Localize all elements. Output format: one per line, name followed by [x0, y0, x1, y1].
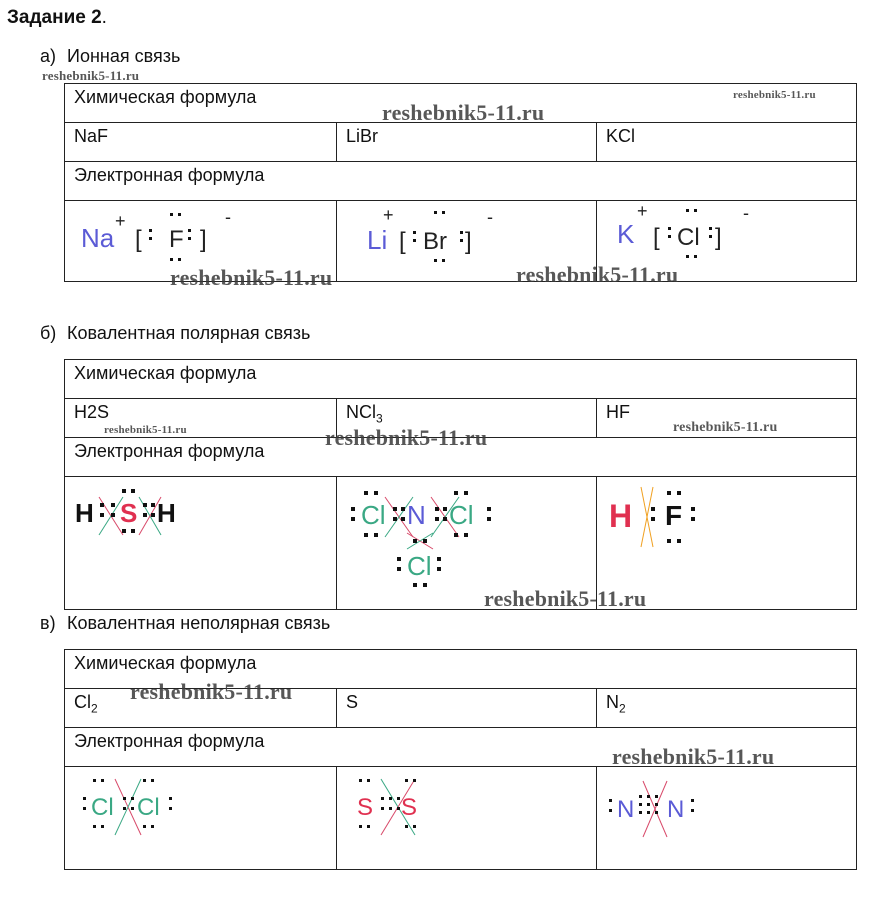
watermark: reshebnik5-11.ru [484, 586, 647, 611]
section-title: Ионная связь [67, 46, 181, 66]
atom-n: N [667, 796, 685, 823]
section-title: Ковалентная неполярная связь [67, 613, 331, 633]
electron-diagram-cl2 [65, 767, 335, 869]
watermark: reshebnik5-11.ru [325, 425, 488, 450]
atom-h: H [609, 498, 633, 534]
anion-symbol: Cl [677, 224, 700, 251]
watermark: reshebnik5-11.ru [733, 89, 816, 101]
atom-n: N [407, 500, 426, 530]
formula-cell [337, 123, 597, 162]
charge-minus: - [487, 207, 493, 227]
formula-subscript: 2 [619, 701, 626, 716]
electron-formula-cell [597, 767, 857, 870]
charge-minus: - [743, 203, 749, 223]
watermark: reshebnik5-11.ru [130, 679, 293, 704]
formula-header-cell [65, 360, 857, 399]
formula-h2s: H2S [74, 402, 110, 422]
atom-s: S [357, 794, 374, 821]
formula-s: S [346, 692, 359, 712]
electron-header-cell [65, 162, 857, 201]
formula-n2: N [606, 692, 619, 712]
formula-kcl: KCl [606, 126, 636, 146]
section-a-heading [40, 46, 180, 67]
charge-minus: - [225, 207, 231, 227]
electron-diagram-h2s [65, 477, 335, 609]
section-c-heading [40, 613, 330, 634]
atom-cl: Cl [449, 500, 474, 530]
section-title: Ковалентная полярная связь [67, 323, 311, 343]
atom-f: F [665, 500, 683, 531]
atom-h: H [157, 498, 176, 528]
electron-formula-cell [65, 477, 337, 610]
formula-ncl3: NCl [346, 402, 376, 422]
watermark: reshebnik5-11.ru [104, 424, 187, 436]
formula-header: Химическая формула [74, 363, 257, 383]
atom-s: S [401, 794, 418, 821]
formula-header: Химическая формула [74, 653, 257, 673]
watermark: reshebnik5-11.ru [516, 262, 679, 287]
charge-plus: + [637, 201, 648, 221]
atom-cl: Cl [137, 794, 160, 821]
atom-cl: Cl [407, 551, 432, 581]
polar-table [64, 359, 857, 610]
bracket-close: ] [715, 224, 722, 251]
charge-plus: + [383, 205, 394, 225]
cation-symbol: Na [81, 223, 115, 253]
bracket-open: [ [399, 228, 406, 255]
task-title-dot: . [101, 7, 107, 28]
formula-subscript: 3 [376, 411, 383, 426]
formula-naf: NaF [74, 126, 109, 146]
atom-h: H [75, 498, 94, 528]
electron-header: Электронная формула [74, 731, 265, 751]
section-letter: а) [40, 46, 57, 66]
bracket-open: [ [135, 226, 142, 253]
anion-symbol: F [169, 226, 184, 253]
formula-cl2: Cl [74, 692, 91, 712]
watermark: reshebnik5-11.ru [612, 744, 775, 769]
atom-s: S [120, 498, 138, 528]
atom-cl: Cl [91, 794, 114, 821]
cation-symbol: Li [367, 225, 388, 255]
section-letter: б) [40, 323, 57, 343]
formula-header: Химическая формула [74, 87, 257, 107]
cation-symbol: K [617, 219, 635, 249]
charge-plus: + [115, 211, 126, 231]
formula-cell [597, 689, 857, 728]
section-b-heading [40, 323, 310, 344]
formula-hf: HF [606, 402, 630, 422]
watermark: reshebnik5-11.ru [170, 265, 333, 290]
electron-formula-cell [65, 767, 337, 870]
electron-header: Электронная формула [74, 165, 265, 185]
bracket-open: [ [653, 224, 660, 251]
watermark: reshebnik5-11.ru [673, 420, 778, 435]
watermark: reshebnik5-11.ru [42, 68, 140, 83]
electron-formula-cell [337, 767, 597, 870]
electron-diagram-n2 [597, 767, 855, 869]
electron-header: Электронная формула [74, 441, 265, 461]
task-title-label: Задание 2 [7, 7, 102, 28]
formula-cell [337, 689, 597, 728]
bracket-close: ] [200, 226, 207, 253]
atom-n: N [617, 796, 635, 823]
formula-cell [597, 123, 857, 162]
formula-libr: LiBr [346, 126, 379, 146]
watermark: reshebnik5-11.ru [382, 100, 545, 125]
atom-cl: Cl [361, 500, 386, 530]
formula-cell [65, 123, 337, 162]
section-letter: в) [40, 613, 56, 633]
formula-subscript: 2 [91, 701, 98, 716]
task-title [7, 7, 107, 29]
anion-symbol: Br [423, 228, 447, 255]
bracket-close: ] [465, 228, 472, 255]
electron-diagram-s2 [337, 767, 595, 869]
